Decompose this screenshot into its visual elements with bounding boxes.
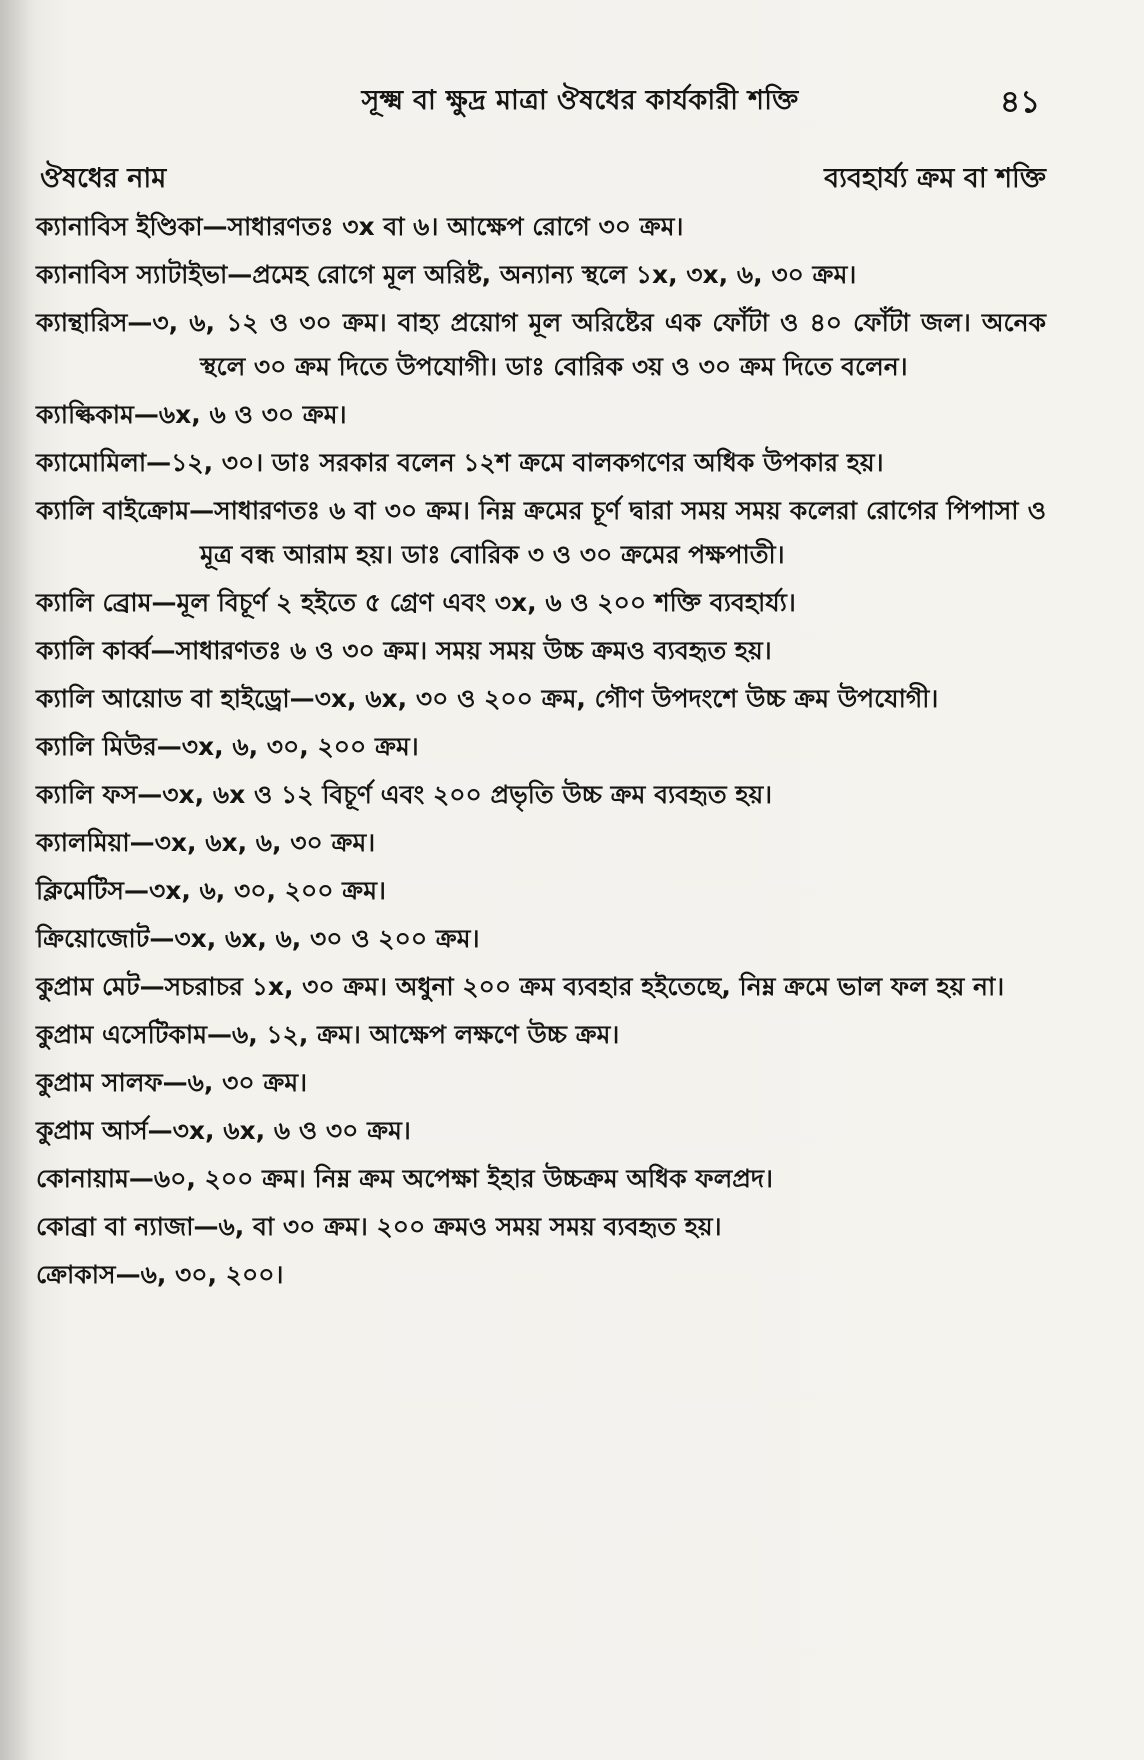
medicine-list [36,205,1046,1301]
medicine-potency-text: —৬, ১২, ক্রম। আক্ষেপ লক্ষণে উচ্চ ক্রম। [206,1020,620,1049]
list-item [36,301,1046,389]
medicine-potency-text: —৩, ৬, ১২ ও ৩০ ক্রম। বাহ্য প্রয়োগ মূল অরিষ্টের এক ফোঁটা ও ৪০ ফোঁটা জল। অনেক স্থলে ৩০ ক্রম দিতে উপযোগী। ডাঃ বোরিক ৩য় ও ৩০ ক্রম দিতে বলেন। [127,308,1046,381]
medicine-name: ক্যান্থারিস [36,308,128,337]
list-item [36,1205,1046,1249]
medicine-potency-text: —সাধারণতঃ ৩x বা ৬। আক্ষেপ রোগে ৩০ ক্রম। [202,212,684,241]
column-headings [36,158,1046,198]
medicine-name: ক্যালি কার্ব্ব [36,636,151,665]
list-item [36,773,1046,817]
medicine-potency-text: —৬x, ৬ ও ৩০ ক্রম। [133,400,347,429]
medicine-potency-text: —মূল বিচূর্ণ ২ হইতে ৫ গ্রেণ এবং ৩x, ৬ ও ২০০ শক্তি ব্যবহার্য্য। [151,588,796,617]
list-item [36,821,1046,865]
page-gutter-shadow [0,0,36,1760]
list-item [36,1253,1046,1297]
medicine-potency-text: —সাধারণতঃ ৬ বা ৩০ ক্রম। নিম্ন ক্রমের চূর্ণ দ্বারা সময় সময় কলেরা রোগের পিপাসা ও মূত্র বন্ধ আরাম হয়। ডাঃ বোরিক ৩ ও ৩০ ক্রমের পক্ষপাতী। [189,496,1046,569]
column-heading-potency: ব্যবহার্য্য ক্রম বা শক্তি [824,163,1046,194]
medicine-potency-text: —৩x, ৬x, ৬, ৩০ ক্রম। [129,828,376,857]
medicine-name: কুপ্রাম এসেটিকাম [36,1020,207,1049]
medicine-name: ক্যালি বাইক্রোম [36,496,190,525]
list-item [36,869,1046,913]
page-header [0,80,1144,130]
list-item [36,1109,1046,1153]
medicine-name: কোব্রা বা ন্যাজা [36,1212,194,1241]
medicine-potency-text: —৩x, ৬x, ৬, ৩০ ও ২০০ ক্রম। [149,924,480,953]
medicine-potency-text: —৩x, ৬x, ৬ ও ৩০ ক্রম। [147,1116,411,1145]
list-item [36,965,1046,1009]
medicine-name: ক্যামোমিলা [36,448,147,477]
list-item [36,677,1046,721]
list-item [36,1013,1046,1057]
medicine-potency-text: —১২, ৩০। ডাঃ সরকার বলেন ১২শ ক্রমে বালকগণের অধিক উপকার হয়। [146,448,884,477]
medicine-potency-text: —৩x, ৬x ও ১২ বিচূর্ণ এবং ২০০ প্রভৃতি উচ্চ ক্রম ব্যবহৃত হয়। [137,780,773,809]
list-item [36,581,1046,625]
medicine-name: কুপ্রাম সালফ [36,1068,163,1097]
list-item [36,205,1046,249]
medicine-name: ক্যালি মিউর [36,732,157,761]
medicine-name: ক্যাল্কিকাম [36,400,134,429]
column-heading-medicine-name: ঔষধের নাম [40,163,167,194]
medicine-name: ক্যালি ফস [36,780,138,809]
list-item [36,629,1046,673]
medicine-name: ক্যানাবিস স্যাটাইভা [36,260,228,289]
list-item [36,441,1046,485]
list-item [36,253,1046,297]
medicine-name: ক্যালি আয়োড বা হাইড্রো [36,684,290,713]
list-item [36,1157,1046,1201]
running-title: সূক্ষ্ম বা ক্ষুদ্র মাত্রা ঔষধের কার্যকারী শক্তি [361,85,799,116]
medicine-potency-text: —সচরাচর ১x, ৩০ ক্রম। অধুনা ২০০ ক্রম ব্যবহার হইতেছে, নিম্ন ক্রমে ভাল ফল হয় না। [139,972,1005,1001]
list-item [36,725,1046,769]
medicine-name: কোনায়াম [36,1164,129,1193]
list-item [36,489,1046,577]
medicine-potency-text: —প্রমেহ রোগে মূল অরিষ্ট, অন্যান্য স্থলে ১x, ৩x, ৬, ৩০ ক্রম। [227,260,857,289]
list-item [36,1061,1046,1105]
medicine-name: ক্যালমিয়া [36,828,130,857]
medicine-potency-text: —৩x, ৬x, ৩০ ও ২০০ ক্রম, গৌণ উপদংশে উচ্চ ক্রম উপযোগী। [289,684,939,713]
medicine-potency-text: —৩x, ৬, ৩০, ২০০ ক্রম। [156,732,419,761]
medicine-name: ক্লিমেটিস [36,876,124,905]
medicine-name: ক্যালি ব্রোম [36,588,152,617]
medicine-potency-text: —৬০, ২০০ ক্রম। নিম্ন ক্রম অপেক্ষা ইহার উচ্চক্রম অধিক ফলপ্রদ। [128,1164,773,1193]
medicine-name: ক্রোকাস [36,1260,116,1289]
list-item [36,917,1046,961]
medicine-potency-text: —৬, বা ৩০ ক্রম। ২০০ ক্রমও সময় সময় ব্যবহৃত হয়। [193,1212,722,1241]
medicine-potency-text: —সাধারণতঃ ৬ ও ৩০ ক্রম। সময় সময় উচ্চ ক্রমও ব্যবহৃত হয়। [150,636,772,665]
medicine-potency-text: —৬, ৩০, ২০০। [115,1260,284,1289]
medicine-name: ক্যানাবিস ইণ্ডিকা [36,212,203,241]
medicine-potency-text: —৬, ৩০ ক্রম। [162,1068,308,1097]
list-item [36,393,1046,437]
medicine-name: কুপ্রাম মেট [36,972,140,1001]
medicine-potency-text: —৩x, ৬, ৩০, ২০০ ক্রম। [123,876,386,905]
medicine-name: কুপ্রাম আর্স [36,1116,148,1145]
page-number: ৪১ [1000,84,1041,120]
medicine-name: ক্রিয়োজোট [36,924,150,953]
